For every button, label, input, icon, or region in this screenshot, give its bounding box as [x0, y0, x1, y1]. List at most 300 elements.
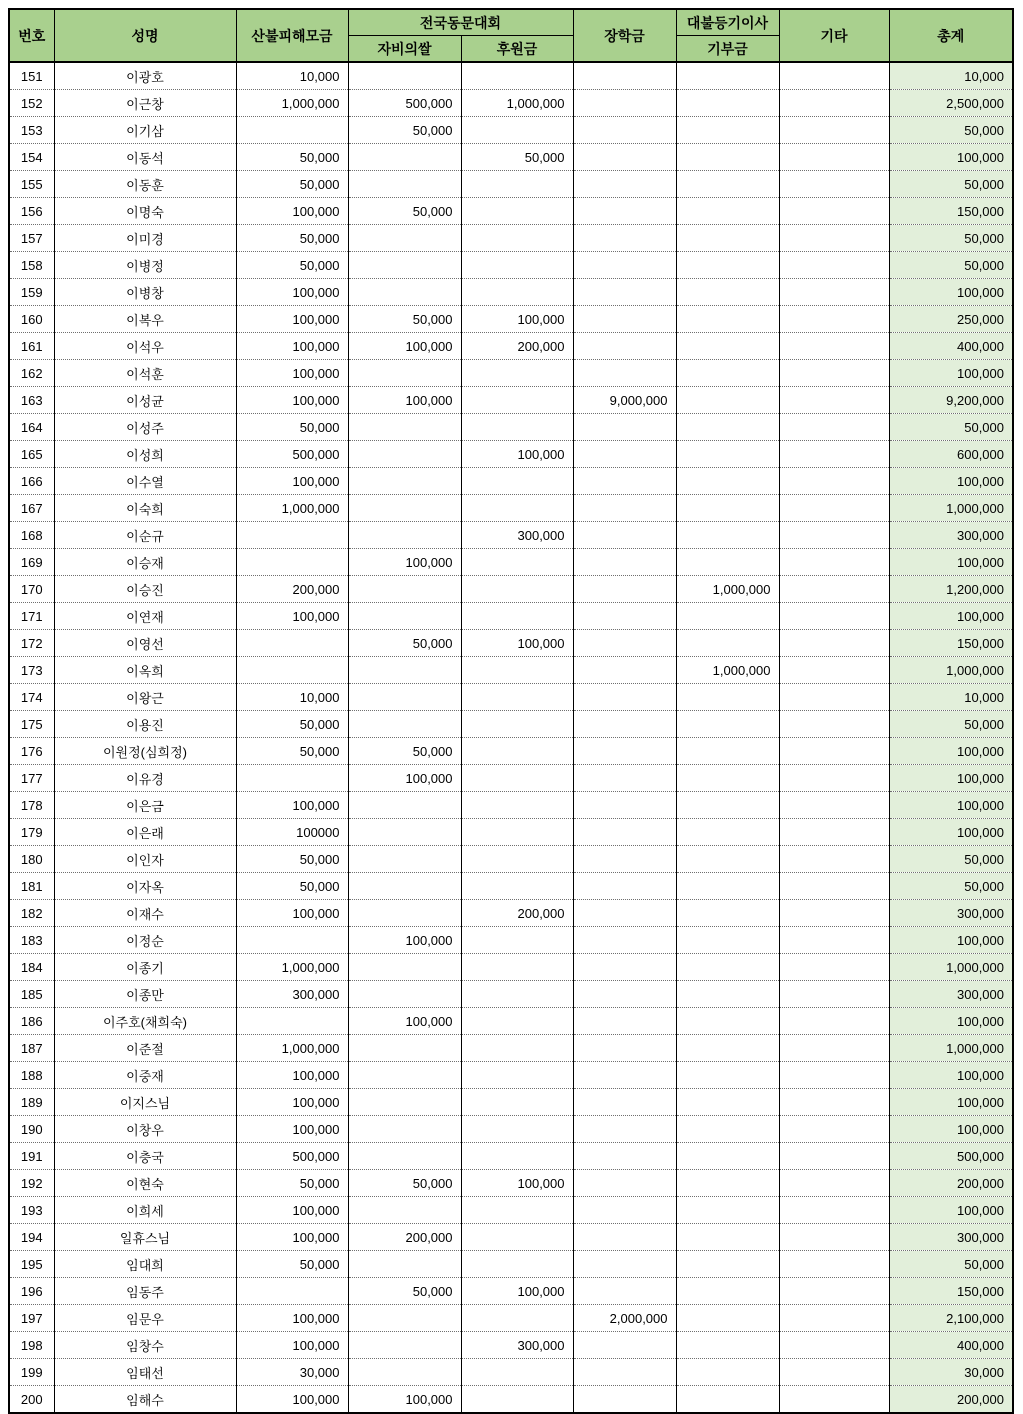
cell-name[interactable]: 이용진: [54, 711, 236, 738]
cell-trustee[interactable]: [676, 1305, 779, 1332]
cell-no[interactable]: 198: [9, 1332, 54, 1359]
cell-etc[interactable]: [779, 1089, 889, 1116]
cell-trustee[interactable]: [676, 468, 779, 495]
cell-trustee[interactable]: [676, 1197, 779, 1224]
cell-total[interactable]: 1,200,000: [889, 576, 1013, 603]
cell-trustee[interactable]: [676, 1116, 779, 1143]
cell-support[interactable]: [461, 62, 573, 90]
cell-fire[interactable]: 100,000: [236, 1062, 348, 1089]
cell-rice[interactable]: [348, 1332, 461, 1359]
cell-fire[interactable]: 10,000: [236, 62, 348, 90]
cell-name[interactable]: 이성균: [54, 387, 236, 414]
cell-no[interactable]: 184: [9, 954, 54, 981]
cell-support[interactable]: [461, 711, 573, 738]
cell-etc[interactable]: [779, 1197, 889, 1224]
cell-total[interactable]: 600,000: [889, 441, 1013, 468]
cell-name[interactable]: 이유경: [54, 765, 236, 792]
cell-scholarship[interactable]: [573, 738, 676, 765]
cell-fire[interactable]: 100,000: [236, 279, 348, 306]
cell-rice[interactable]: [348, 1251, 461, 1278]
cell-etc[interactable]: [779, 62, 889, 90]
cell-rice[interactable]: 50,000: [348, 630, 461, 657]
cell-total[interactable]: 100,000: [889, 144, 1013, 171]
cell-total[interactable]: 50,000: [889, 873, 1013, 900]
cell-name[interactable]: 이영선: [54, 630, 236, 657]
cell-rice[interactable]: [348, 900, 461, 927]
header-support-fund[interactable]: 후원금: [461, 36, 573, 63]
cell-no[interactable]: 193: [9, 1197, 54, 1224]
cell-fire[interactable]: 100,000: [236, 1386, 348, 1414]
cell-scholarship[interactable]: [573, 1278, 676, 1305]
cell-rice[interactable]: 200,000: [348, 1224, 461, 1251]
cell-rice[interactable]: 100,000: [348, 333, 461, 360]
cell-scholarship[interactable]: [573, 225, 676, 252]
cell-trustee[interactable]: [676, 279, 779, 306]
cell-name[interactable]: 이성주: [54, 414, 236, 441]
cell-rice[interactable]: [348, 846, 461, 873]
cell-scholarship[interactable]: [573, 1089, 676, 1116]
cell-trustee[interactable]: [676, 1089, 779, 1116]
cell-fire[interactable]: 50,000: [236, 252, 348, 279]
cell-rice[interactable]: [348, 360, 461, 387]
cell-trustee[interactable]: [676, 414, 779, 441]
cell-support[interactable]: [461, 657, 573, 684]
cell-no[interactable]: 165: [9, 441, 54, 468]
header-scholarship[interactable]: 장학금: [573, 9, 676, 62]
cell-trustee[interactable]: [676, 441, 779, 468]
cell-fire[interactable]: 50,000: [236, 1170, 348, 1197]
cell-support[interactable]: 100,000: [461, 1278, 573, 1305]
cell-etc[interactable]: [779, 171, 889, 198]
cell-no[interactable]: 187: [9, 1035, 54, 1062]
cell-total[interactable]: 150,000: [889, 630, 1013, 657]
cell-scholarship[interactable]: [573, 792, 676, 819]
cell-no[interactable]: 190: [9, 1116, 54, 1143]
cell-trustee[interactable]: [676, 711, 779, 738]
cell-support[interactable]: 100,000: [461, 441, 573, 468]
cell-scholarship[interactable]: [573, 1116, 676, 1143]
cell-support[interactable]: [461, 1386, 573, 1414]
cell-no[interactable]: 161: [9, 333, 54, 360]
cell-no[interactable]: 157: [9, 225, 54, 252]
cell-etc[interactable]: [779, 873, 889, 900]
cell-fire[interactable]: 50,000: [236, 873, 348, 900]
cell-etc[interactable]: [779, 441, 889, 468]
cell-trustee[interactable]: [676, 117, 779, 144]
cell-trustee[interactable]: [676, 792, 779, 819]
cell-rice[interactable]: [348, 522, 461, 549]
cell-support[interactable]: [461, 1008, 573, 1035]
cell-support[interactable]: [461, 360, 573, 387]
cell-etc[interactable]: [779, 1278, 889, 1305]
cell-fire[interactable]: 500,000: [236, 1143, 348, 1170]
cell-etc[interactable]: [779, 1305, 889, 1332]
cell-name[interactable]: 이동석: [54, 144, 236, 171]
cell-rice[interactable]: [348, 1116, 461, 1143]
cell-etc[interactable]: [779, 1143, 889, 1170]
cell-rice[interactable]: [348, 1143, 461, 1170]
cell-name[interactable]: 이지스님: [54, 1089, 236, 1116]
cell-scholarship[interactable]: [573, 495, 676, 522]
header-mercy-rice[interactable]: 자비의쌀: [348, 36, 461, 63]
cell-etc[interactable]: [779, 1224, 889, 1251]
cell-scholarship[interactable]: [573, 1197, 676, 1224]
cell-rice[interactable]: [348, 1359, 461, 1386]
cell-no[interactable]: 199: [9, 1359, 54, 1386]
cell-rice[interactable]: [348, 414, 461, 441]
cell-trustee[interactable]: [676, 171, 779, 198]
cell-etc[interactable]: [779, 1386, 889, 1414]
cell-etc[interactable]: [779, 765, 889, 792]
cell-no[interactable]: 183: [9, 927, 54, 954]
cell-no[interactable]: 164: [9, 414, 54, 441]
cell-name[interactable]: 이은래: [54, 819, 236, 846]
header-name[interactable]: 성명: [54, 9, 236, 62]
cell-no[interactable]: 154: [9, 144, 54, 171]
cell-name[interactable]: 이명숙: [54, 198, 236, 225]
cell-support[interactable]: [461, 765, 573, 792]
cell-trustee[interactable]: [676, 360, 779, 387]
cell-scholarship[interactable]: [573, 306, 676, 333]
cell-fire[interactable]: 500,000: [236, 441, 348, 468]
cell-no[interactable]: 188: [9, 1062, 54, 1089]
cell-fire[interactable]: 50,000: [236, 225, 348, 252]
cell-etc[interactable]: [779, 1062, 889, 1089]
cell-etc[interactable]: [779, 684, 889, 711]
cell-scholarship[interactable]: [573, 981, 676, 1008]
cell-trustee[interactable]: [676, 549, 779, 576]
cell-support[interactable]: [461, 1251, 573, 1278]
cell-fire[interactable]: 100,000: [236, 1197, 348, 1224]
cell-fire[interactable]: 30,000: [236, 1359, 348, 1386]
cell-no[interactable]: 179: [9, 819, 54, 846]
cell-etc[interactable]: [779, 900, 889, 927]
cell-name[interactable]: 이승재: [54, 549, 236, 576]
cell-total[interactable]: 400,000: [889, 1332, 1013, 1359]
cell-trustee[interactable]: [676, 1035, 779, 1062]
cell-total[interactable]: 300,000: [889, 1224, 1013, 1251]
cell-name[interactable]: 이석훈: [54, 360, 236, 387]
cell-name[interactable]: 이복우: [54, 306, 236, 333]
cell-total[interactable]: 100,000: [889, 279, 1013, 306]
cell-support[interactable]: [461, 1062, 573, 1089]
cell-scholarship[interactable]: [573, 1062, 676, 1089]
header-trustee-line2[interactable]: 기부금: [676, 36, 779, 63]
cell-no[interactable]: 166: [9, 468, 54, 495]
cell-trustee[interactable]: [676, 1008, 779, 1035]
cell-rice[interactable]: 100,000: [348, 1008, 461, 1035]
cell-total[interactable]: 1,000,000: [889, 657, 1013, 684]
cell-support[interactable]: [461, 873, 573, 900]
cell-scholarship[interactable]: [573, 279, 676, 306]
cell-scholarship[interactable]: 9,000,000: [573, 387, 676, 414]
cell-rice[interactable]: 50,000: [348, 306, 461, 333]
cell-scholarship[interactable]: [573, 549, 676, 576]
cell-trustee[interactable]: [676, 252, 779, 279]
cell-support[interactable]: [461, 549, 573, 576]
cell-fire[interactable]: 50,000: [236, 171, 348, 198]
cell-scholarship[interactable]: [573, 927, 676, 954]
cell-rice[interactable]: 100,000: [348, 549, 461, 576]
cell-fire[interactable]: 100,000: [236, 1116, 348, 1143]
cell-no[interactable]: 197: [9, 1305, 54, 1332]
cell-scholarship[interactable]: [573, 1224, 676, 1251]
cell-name[interactable]: 이은금: [54, 792, 236, 819]
cell-scholarship[interactable]: [573, 657, 676, 684]
cell-etc[interactable]: [779, 1332, 889, 1359]
cell-support[interactable]: 200,000: [461, 900, 573, 927]
header-etc[interactable]: 기타: [779, 9, 889, 62]
cell-name[interactable]: 임태선: [54, 1359, 236, 1386]
cell-rice[interactable]: 500,000: [348, 90, 461, 117]
cell-support[interactable]: [461, 198, 573, 225]
cell-total[interactable]: 300,000: [889, 981, 1013, 1008]
cell-trustee[interactable]: [676, 873, 779, 900]
cell-fire[interactable]: [236, 765, 348, 792]
cell-support[interactable]: [461, 954, 573, 981]
cell-total[interactable]: 30,000: [889, 1359, 1013, 1386]
cell-total[interactable]: 9,200,000: [889, 387, 1013, 414]
cell-fire[interactable]: 50,000: [236, 738, 348, 765]
cell-trustee[interactable]: [676, 684, 779, 711]
cell-name[interactable]: 이충국: [54, 1143, 236, 1170]
cell-rice[interactable]: [348, 171, 461, 198]
cell-fire[interactable]: 100,000: [236, 1305, 348, 1332]
cell-fire[interactable]: 100,000: [236, 360, 348, 387]
cell-total[interactable]: 100,000: [889, 819, 1013, 846]
cell-etc[interactable]: [779, 360, 889, 387]
cell-fire[interactable]: 1,000,000: [236, 1035, 348, 1062]
cell-etc[interactable]: [779, 522, 889, 549]
cell-scholarship[interactable]: [573, 630, 676, 657]
cell-support[interactable]: [461, 468, 573, 495]
cell-name[interactable]: 이준절: [54, 1035, 236, 1062]
cell-rice[interactable]: 50,000: [348, 738, 461, 765]
cell-fire[interactable]: 200,000: [236, 576, 348, 603]
cell-name[interactable]: 이현숙: [54, 1170, 236, 1197]
cell-support[interactable]: 1,000,000: [461, 90, 573, 117]
cell-scholarship[interactable]: [573, 171, 676, 198]
cell-total[interactable]: 200,000: [889, 1386, 1013, 1414]
cell-rice[interactable]: [348, 441, 461, 468]
cell-support[interactable]: [461, 1116, 573, 1143]
cell-total[interactable]: 50,000: [889, 117, 1013, 144]
cell-name[interactable]: 이숙희: [54, 495, 236, 522]
cell-fire[interactable]: 100,000: [236, 792, 348, 819]
cell-support[interactable]: 300,000: [461, 522, 573, 549]
cell-fire[interactable]: 100000: [236, 819, 348, 846]
cell-rice[interactable]: 50,000: [348, 117, 461, 144]
cell-total[interactable]: 100,000: [889, 360, 1013, 387]
cell-etc[interactable]: [779, 225, 889, 252]
cell-fire[interactable]: 50,000: [236, 1251, 348, 1278]
cell-trustee[interactable]: [676, 900, 779, 927]
cell-support[interactable]: [461, 495, 573, 522]
cell-total[interactable]: 200,000: [889, 1170, 1013, 1197]
cell-etc[interactable]: [779, 198, 889, 225]
cell-fire[interactable]: 1,000,000: [236, 90, 348, 117]
cell-name[interactable]: 이옥희: [54, 657, 236, 684]
cell-total[interactable]: 250,000: [889, 306, 1013, 333]
cell-fire[interactable]: 50,000: [236, 144, 348, 171]
cell-rice[interactable]: [348, 792, 461, 819]
cell-total[interactable]: 100,000: [889, 1089, 1013, 1116]
cell-name[interactable]: 이자옥: [54, 873, 236, 900]
cell-total[interactable]: 2,500,000: [889, 90, 1013, 117]
cell-rice[interactable]: [348, 711, 461, 738]
cell-support[interactable]: [461, 117, 573, 144]
cell-trustee[interactable]: [676, 1386, 779, 1414]
cell-scholarship[interactable]: [573, 360, 676, 387]
cell-total[interactable]: 500,000: [889, 1143, 1013, 1170]
cell-scholarship[interactable]: [573, 873, 676, 900]
cell-name[interactable]: 일휴스님: [54, 1224, 236, 1251]
cell-no[interactable]: 176: [9, 738, 54, 765]
cell-support[interactable]: [461, 1143, 573, 1170]
cell-rice[interactable]: [348, 1089, 461, 1116]
cell-name[interactable]: 임동주: [54, 1278, 236, 1305]
cell-scholarship[interactable]: [573, 333, 676, 360]
cell-etc[interactable]: [779, 117, 889, 144]
cell-fire[interactable]: 100,000: [236, 1089, 348, 1116]
cell-trustee[interactable]: [676, 1062, 779, 1089]
cell-scholarship[interactable]: [573, 522, 676, 549]
cell-support[interactable]: [461, 981, 573, 1008]
cell-total[interactable]: 100,000: [889, 1008, 1013, 1035]
cell-rice[interactable]: [348, 225, 461, 252]
cell-scholarship[interactable]: [573, 711, 676, 738]
cell-trustee[interactable]: [676, 765, 779, 792]
cell-etc[interactable]: [779, 711, 889, 738]
cell-scholarship[interactable]: [573, 252, 676, 279]
cell-name[interactable]: 이수열: [54, 468, 236, 495]
cell-etc[interactable]: [779, 333, 889, 360]
cell-fire[interactable]: [236, 549, 348, 576]
cell-etc[interactable]: [779, 279, 889, 306]
cell-fire[interactable]: 10,000: [236, 684, 348, 711]
cell-etc[interactable]: [779, 1251, 889, 1278]
cell-total[interactable]: 50,000: [889, 846, 1013, 873]
cell-fire[interactable]: [236, 657, 348, 684]
cell-scholarship[interactable]: [573, 1170, 676, 1197]
cell-no[interactable]: 162: [9, 360, 54, 387]
cell-rice[interactable]: [348, 252, 461, 279]
cell-trustee[interactable]: 1,000,000: [676, 657, 779, 684]
cell-etc[interactable]: [779, 90, 889, 117]
cell-name[interactable]: 이종만: [54, 981, 236, 1008]
cell-scholarship[interactable]: [573, 144, 676, 171]
cell-no[interactable]: 178: [9, 792, 54, 819]
cell-fire[interactable]: 100,000: [236, 468, 348, 495]
cell-etc[interactable]: [779, 1008, 889, 1035]
cell-trustee[interactable]: [676, 306, 779, 333]
cell-etc[interactable]: [779, 927, 889, 954]
cell-support[interactable]: [461, 1197, 573, 1224]
cell-scholarship[interactable]: [573, 684, 676, 711]
cell-etc[interactable]: [779, 1116, 889, 1143]
cell-support[interactable]: 50,000: [461, 144, 573, 171]
cell-total[interactable]: 50,000: [889, 252, 1013, 279]
cell-trustee[interactable]: [676, 144, 779, 171]
cell-name[interactable]: 이창우: [54, 1116, 236, 1143]
cell-fire[interactable]: 100,000: [236, 306, 348, 333]
cell-no[interactable]: 173: [9, 657, 54, 684]
cell-total[interactable]: 100,000: [889, 549, 1013, 576]
cell-support[interactable]: 200,000: [461, 333, 573, 360]
cell-total[interactable]: 1,000,000: [889, 495, 1013, 522]
cell-fire[interactable]: 100,000: [236, 900, 348, 927]
cell-trustee[interactable]: [676, 1359, 779, 1386]
cell-support[interactable]: 100,000: [461, 306, 573, 333]
cell-trustee[interactable]: [676, 630, 779, 657]
cell-total[interactable]: 400,000: [889, 333, 1013, 360]
cell-rice[interactable]: [348, 144, 461, 171]
cell-support[interactable]: 100,000: [461, 1170, 573, 1197]
cell-scholarship[interactable]: [573, 765, 676, 792]
cell-name[interactable]: 이미경: [54, 225, 236, 252]
cell-support[interactable]: [461, 819, 573, 846]
cell-support[interactable]: [461, 738, 573, 765]
header-no[interactable]: 번호: [9, 9, 54, 62]
cell-name[interactable]: 이기삼: [54, 117, 236, 144]
cell-name[interactable]: 이종기: [54, 954, 236, 981]
cell-trustee[interactable]: [676, 387, 779, 414]
cell-rice[interactable]: [348, 954, 461, 981]
cell-scholarship[interactable]: [573, 441, 676, 468]
cell-support[interactable]: [461, 1359, 573, 1386]
cell-name[interactable]: 임대희: [54, 1251, 236, 1278]
cell-rice[interactable]: [348, 1197, 461, 1224]
cell-trustee[interactable]: [676, 1170, 779, 1197]
cell-rice[interactable]: 100,000: [348, 927, 461, 954]
cell-trustee[interactable]: [676, 981, 779, 1008]
cell-scholarship[interactable]: [573, 603, 676, 630]
cell-total[interactable]: 50,000: [889, 171, 1013, 198]
cell-support[interactable]: [461, 927, 573, 954]
cell-rice[interactable]: [348, 603, 461, 630]
cell-trustee[interactable]: [676, 1224, 779, 1251]
cell-rice[interactable]: 100,000: [348, 1386, 461, 1414]
cell-fire[interactable]: 1,000,000: [236, 954, 348, 981]
cell-etc[interactable]: [779, 1035, 889, 1062]
cell-name[interactable]: 이병정: [54, 252, 236, 279]
cell-fire[interactable]: 100,000: [236, 1332, 348, 1359]
cell-no[interactable]: 194: [9, 1224, 54, 1251]
cell-support[interactable]: [461, 1224, 573, 1251]
cell-fire[interactable]: 100,000: [236, 603, 348, 630]
cell-etc[interactable]: [779, 144, 889, 171]
cell-name[interactable]: 이중재: [54, 1062, 236, 1089]
cell-support[interactable]: [461, 1035, 573, 1062]
cell-support[interactable]: [461, 684, 573, 711]
cell-rice[interactable]: [348, 684, 461, 711]
cell-support[interactable]: [461, 792, 573, 819]
cell-total[interactable]: 10,000: [889, 684, 1013, 711]
cell-no[interactable]: 153: [9, 117, 54, 144]
cell-rice[interactable]: [348, 576, 461, 603]
cell-name[interactable]: 임문우: [54, 1305, 236, 1332]
cell-trustee[interactable]: [676, 1278, 779, 1305]
cell-trustee[interactable]: [676, 738, 779, 765]
cell-total[interactable]: 2,100,000: [889, 1305, 1013, 1332]
cell-scholarship[interactable]: [573, 1359, 676, 1386]
cell-no[interactable]: 189: [9, 1089, 54, 1116]
cell-fire[interactable]: [236, 1278, 348, 1305]
cell-rice[interactable]: [348, 1062, 461, 1089]
cell-name[interactable]: 이승진: [54, 576, 236, 603]
cell-name[interactable]: 이재수: [54, 900, 236, 927]
cell-scholarship[interactable]: [573, 90, 676, 117]
